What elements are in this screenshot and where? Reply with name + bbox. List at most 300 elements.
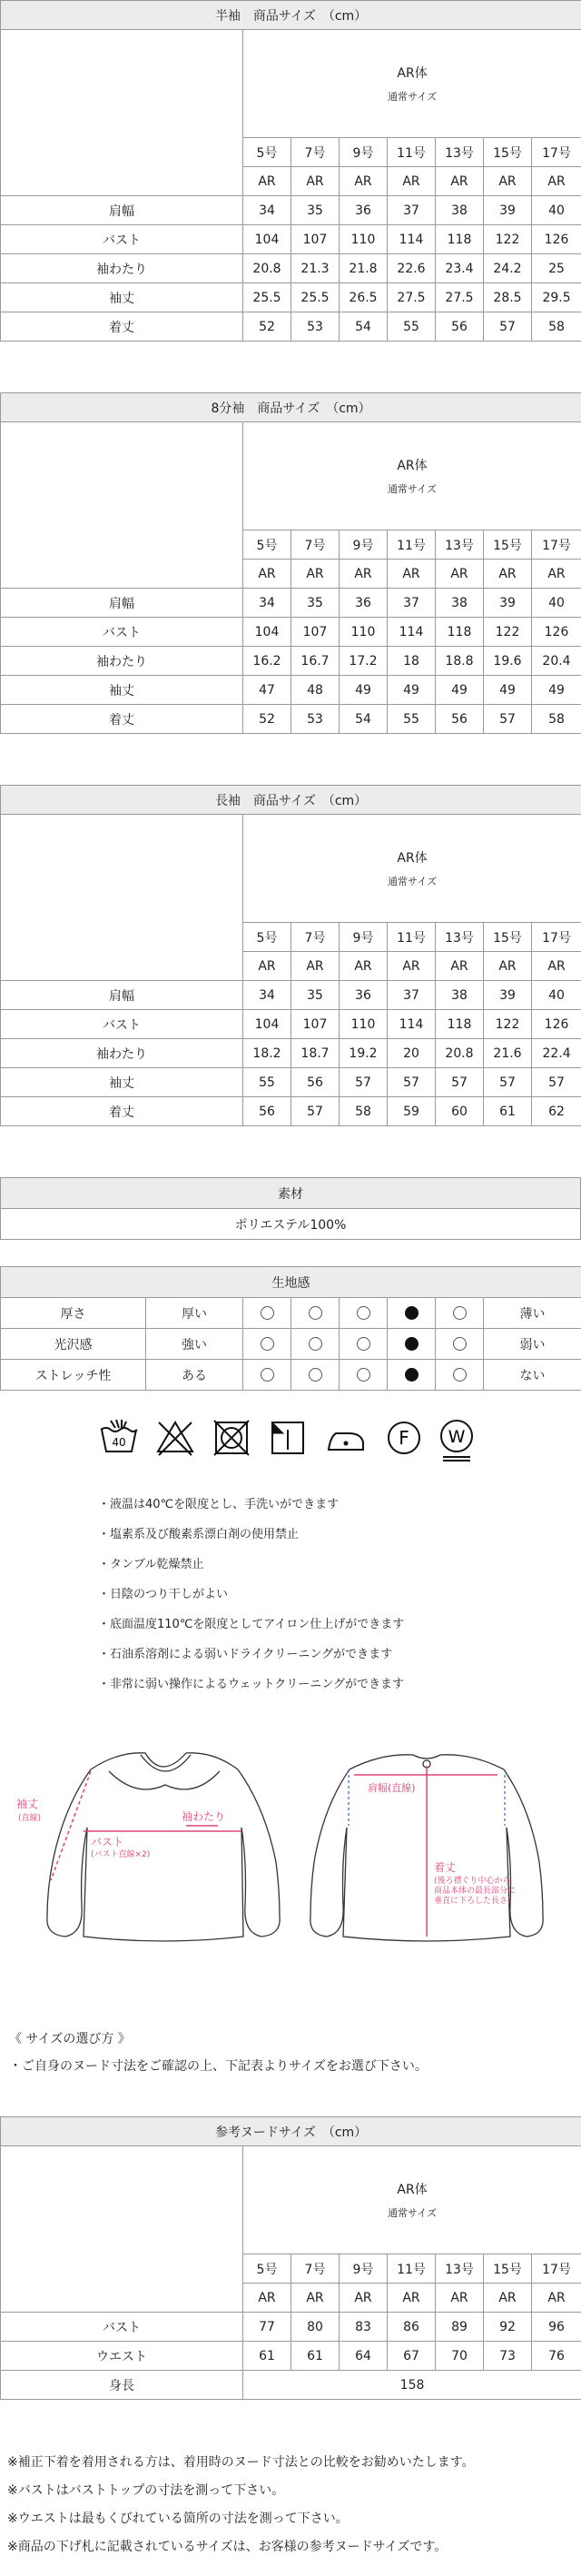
ar-cell: AR (484, 167, 532, 196)
value-cell: 34 (243, 589, 291, 618)
blank-header-cell (1, 2146, 243, 2313)
ar-header (243, 30, 581, 138)
value-cell: 26.5 (340, 283, 388, 312)
row-label: 袖丈 (1, 676, 243, 705)
value-cell: 59 (388, 1097, 436, 1126)
empty-dot-icon (309, 1368, 322, 1382)
material-value: ポリエステル100% (1, 1209, 581, 1240)
size-header-cell: 15号 (484, 2254, 532, 2284)
value-cell: 58 (532, 705, 581, 734)
value-cell: 27.5 (388, 283, 436, 312)
ar-subtitle: 通常サイズ (387, 876, 438, 887)
value-cell: 22.4 (532, 1039, 581, 1068)
size-header-cell: 11号 (388, 138, 436, 167)
value-cell: 18 (388, 647, 436, 676)
ar-cell: AR (532, 167, 581, 196)
ar-cell: AR (436, 2284, 484, 2313)
value-cell: 107 (291, 225, 340, 254)
size-header-cell: 5号 (243, 530, 291, 560)
ar-cell: AR (243, 560, 291, 589)
value-cell: 55 (388, 312, 436, 342)
value-cell: 36 (340, 589, 388, 618)
fabric-scale-cell (291, 1298, 340, 1329)
fabric-scale-cell (243, 1329, 291, 1360)
label-sleeve-width: 袖わたり (182, 1810, 226, 1823)
size-header-cell: 15号 (484, 923, 532, 952)
value-cell: 118 (436, 618, 484, 647)
value-cell: 61 (291, 2342, 340, 2371)
size-header-cell: 7号 (291, 2254, 340, 2284)
value-cell: 21.8 (340, 254, 388, 283)
size-header-cell: 13号 (436, 2254, 484, 2284)
dry-clean-f-icon (383, 1417, 425, 1459)
table-row (1, 1010, 581, 1039)
value-cell: 122 (484, 225, 532, 254)
value-cell: 52 (243, 705, 291, 734)
value-cell: 56 (436, 705, 484, 734)
fabric-left-label: 強い (146, 1329, 243, 1360)
label-shoulder-width: 肩幅(直線) (368, 1782, 416, 1794)
value-cell: 70 (436, 2342, 484, 2371)
value-cell: 16.7 (291, 647, 340, 676)
value-cell: 80 (291, 2313, 340, 2342)
value-cell: 17.2 (340, 647, 388, 676)
table-row (1, 676, 581, 705)
value-cell: 110 (340, 1010, 388, 1039)
empty-dot-icon (453, 1368, 467, 1382)
value-cell: 67 (388, 2342, 436, 2371)
value-cell: 38 (436, 981, 484, 1010)
empty-dot-icon (309, 1337, 322, 1351)
fabric-row (1, 1298, 581, 1329)
ar-cell: AR (484, 560, 532, 589)
table-row (1, 2342, 581, 2371)
row-label: 肩幅 (1, 981, 243, 1010)
value-cell: 107 (291, 618, 340, 647)
ar-title: AR体 (397, 851, 428, 866)
value-cell: 37 (388, 589, 436, 618)
ar-title: AR体 (397, 2183, 428, 2197)
size-header-cell: 5号 (243, 923, 291, 952)
empty-dot-icon (261, 1306, 274, 1320)
value-cell: 104 (243, 618, 291, 647)
fabric-row (1, 1360, 581, 1391)
value-cell: 110 (340, 618, 388, 647)
value-cell: 39 (484, 981, 532, 1010)
size-header-cell: 9号 (340, 530, 388, 560)
value-cell: 49 (484, 676, 532, 705)
size-header-cell: 17号 (532, 923, 581, 952)
row-label: 袖わたり (1, 647, 243, 676)
wet-clean-letter: W (448, 1427, 466, 1447)
ar-cell: AR (532, 560, 581, 589)
value-cell: 57 (484, 312, 532, 342)
label-bust: バスト (91, 1836, 124, 1848)
table-row (1, 618, 581, 647)
value-cell: 107 (291, 1010, 340, 1039)
value-cell: 61 (484, 1097, 532, 1126)
empty-dot-icon (357, 1306, 370, 1320)
ar-cell: AR (340, 2284, 388, 2313)
table-row (1, 312, 581, 342)
value-cell: 28.5 (484, 283, 532, 312)
table-title: 半袖 商品サイズ （cm） (1, 1, 581, 30)
footnote: ※補正下着を着用される方は、着用時のヌード寸法との比較をお勧めいたします。 (7, 2455, 475, 2470)
care-note: ・非常に弱い操作によるウェットクリーニングができます (98, 1678, 404, 1691)
value-cell: 38 (436, 196, 484, 225)
fabric-scale-cell (340, 1329, 388, 1360)
size-header-cell: 9号 (340, 138, 388, 167)
size-header-cell: 7号 (291, 530, 340, 560)
table-row (1, 705, 581, 734)
label-total-length-sub2: 商品本体の最長部分に (434, 1887, 517, 1896)
value-cell: 19.2 (340, 1039, 388, 1068)
size-header-cell: 7号 (291, 138, 340, 167)
size-header-cell: 5号 (243, 2254, 291, 2284)
size-header-cell: 11号 (388, 923, 436, 952)
value-cell: 38 (436, 589, 484, 618)
empty-dot-icon (453, 1337, 467, 1351)
value-cell: 56 (291, 1068, 340, 1097)
value-cell: 25.5 (243, 283, 291, 312)
value-cell: 20.8 (436, 1039, 484, 1068)
fabric-right-label: ない (484, 1360, 581, 1391)
value-cell: 86 (388, 2313, 436, 2342)
fabric-right-label: 弱い (484, 1329, 581, 1360)
label-total-length-sub3: 垂直に下ろした長さ) (434, 1897, 511, 1906)
value-cell: 114 (388, 1010, 436, 1039)
value-cell: 39 (484, 196, 532, 225)
value-cell: 27.5 (436, 283, 484, 312)
value-cell: 83 (340, 2313, 388, 2342)
value-cell: 49 (388, 676, 436, 705)
value-cell: 24.2 (484, 254, 532, 283)
ar-subtitle: 通常サイズ (387, 91, 438, 103)
value-cell: 37 (388, 196, 436, 225)
fabric-row-label: 厚さ (1, 1298, 146, 1329)
row-label: 袖丈 (1, 1068, 243, 1097)
ar-cell: AR (388, 2284, 436, 2313)
value-cell: 110 (340, 225, 388, 254)
value-cell: 118 (436, 1010, 484, 1039)
row-label: 袖わたり (1, 254, 243, 283)
blouse-front-drawing (47, 1753, 280, 1941)
fabric-title: 生地感 (1, 1267, 581, 1298)
empty-dot-icon (357, 1337, 370, 1351)
no-bleach-icon (154, 1417, 196, 1459)
value-cell: 21.6 (484, 1039, 532, 1068)
value-cell: 37 (388, 981, 436, 1010)
value-cell: 77 (243, 2313, 291, 2342)
value-cell: 60 (436, 1097, 484, 1126)
size-header-cell: 11号 (388, 530, 436, 560)
value-cell: 25 (532, 254, 581, 283)
value-cell: 48 (291, 676, 340, 705)
care-icons (98, 1417, 479, 1462)
fabric-scale-cell (243, 1360, 291, 1391)
value-cell: 19.6 (484, 647, 532, 676)
size-header-cell: 15号 (484, 138, 532, 167)
value-cell: 104 (243, 1010, 291, 1039)
value-cell: 54 (340, 312, 388, 342)
ar-cell: AR (291, 167, 340, 196)
row-label: 袖わたり (1, 1039, 243, 1068)
row-label: ウエスト (1, 2342, 243, 2371)
shade-line-dry-icon (267, 1417, 309, 1459)
table-row (1, 283, 581, 312)
value-cell: 89 (436, 2313, 484, 2342)
value-cell: 55 (243, 1068, 291, 1097)
table-title: 長袖 商品サイズ （cm） (1, 786, 581, 815)
fabric-scale-cell (340, 1360, 388, 1391)
label-total-length: 着丈 (434, 1861, 457, 1874)
ar-cell: AR (340, 560, 388, 589)
empty-dot-icon (261, 1368, 274, 1382)
row-label: 肩幅 (1, 589, 243, 618)
ar-cell: AR (388, 560, 436, 589)
row-label: 袖丈 (1, 283, 243, 312)
table-row (1, 1068, 581, 1097)
value-cell: 122 (484, 618, 532, 647)
dry-clean-letter: F (399, 1427, 409, 1449)
value-cell: 61 (243, 2342, 291, 2371)
size-header-cell: 17号 (532, 138, 581, 167)
value-cell: 49 (436, 676, 484, 705)
empty-dot-icon (309, 1306, 322, 1320)
value-cell: 126 (532, 618, 581, 647)
ar-cell: AR (436, 560, 484, 589)
selected-dot-icon (405, 1368, 419, 1382)
value-cell: 118 (436, 225, 484, 254)
ar-header (243, 422, 581, 530)
label-total-length-sub1: (後ろ襟ぐり中心から (434, 1877, 511, 1886)
ar-cell: AR (340, 952, 388, 981)
selected-dot-icon (405, 1306, 419, 1320)
size-header-cell: 15号 (484, 530, 532, 560)
fabric-row (1, 1329, 581, 1360)
material-title: 素材 (1, 1178, 581, 1209)
table-title: 8分袖 商品サイズ （cm） (1, 393, 581, 422)
label-sleeve-length-sub: (直線) (18, 1814, 42, 1823)
value-cell: 36 (340, 981, 388, 1010)
value-cell: 49 (340, 676, 388, 705)
table-row (1, 647, 581, 676)
value-cell: 18.8 (436, 647, 484, 676)
value-cell: 40 (532, 589, 581, 618)
value-cell: 29.5 (532, 283, 581, 312)
value-cell: 34 (243, 981, 291, 1010)
care-notes (98, 1490, 570, 1699)
fabric-row-label: ストレッチ性 (1, 1360, 146, 1391)
ar-cell: AR (291, 560, 340, 589)
wash-temp-text: 40 (112, 1436, 126, 1449)
fabric-left-label: ある (146, 1360, 243, 1391)
ar-cell: AR (243, 167, 291, 196)
wet-clean-w-icon (434, 1417, 479, 1462)
row-label: 着丈 (1, 312, 243, 342)
value-cell: 55 (388, 705, 436, 734)
table-title: 参考ヌードサイズ （cm） (1, 2117, 581, 2146)
height-value-cell: 158 (243, 2371, 581, 2400)
value-cell: 21.3 (291, 254, 340, 283)
fabric-scale-cell (243, 1298, 291, 1329)
value-cell: 126 (532, 1010, 581, 1039)
ar-cell: AR (340, 167, 388, 196)
ar-title: AR体 (397, 459, 428, 473)
fabric-scale-cell (436, 1329, 484, 1360)
table-row (1, 589, 581, 618)
ar-cell: AR (243, 2284, 291, 2313)
value-cell: 52 (243, 312, 291, 342)
empty-dot-icon (453, 1306, 467, 1320)
ar-subtitle: 通常サイズ (387, 483, 438, 495)
ar-cell: AR (243, 952, 291, 981)
value-cell: 35 (291, 589, 340, 618)
ar-cell: AR (532, 952, 581, 981)
fabric-scale-cell (388, 1329, 436, 1360)
value-cell: 39 (484, 589, 532, 618)
fabric-right-label: 薄い (484, 1298, 581, 1329)
value-cell: 23.4 (436, 254, 484, 283)
value-cell: 64 (340, 2342, 388, 2371)
fabric-scale-cell (388, 1298, 436, 1329)
value-cell: 96 (532, 2313, 581, 2342)
size-header-cell: 17号 (532, 2254, 581, 2284)
value-cell: 35 (291, 981, 340, 1010)
iron-110-icon (323, 1417, 369, 1459)
value-cell: 20.8 (243, 254, 291, 283)
value-cell: 56 (243, 1097, 291, 1126)
value-cell: 122 (484, 1010, 532, 1039)
row-label: バスト (1, 225, 243, 254)
fabric-scale-cell (340, 1298, 388, 1329)
footnote: ※バストはバストトップの寸法を測って下さい。 (7, 2483, 285, 2498)
fabric-scale-cell (291, 1329, 340, 1360)
ar-cell: AR (388, 952, 436, 981)
size-header-cell: 13号 (436, 138, 484, 167)
size-guide-text: ・ご自身のヌード寸法をご確認の上、下記表よりサイズをお選び下さい。 (9, 2059, 428, 2074)
ar-cell: AR (484, 2284, 532, 2313)
care-note: ・液温は40℃を限度とし、手洗いができます (98, 1498, 340, 1511)
row-label: 肩幅 (1, 196, 243, 225)
fabric-scale-cell (436, 1360, 484, 1391)
table-row (1, 254, 581, 283)
ar-cell: AR (436, 167, 484, 196)
care-note: ・塩素系及び酸素系漂白剤の使用禁止 (98, 1528, 300, 1541)
value-cell: 16.2 (243, 647, 291, 676)
value-cell: 92 (484, 2313, 532, 2342)
value-cell: 58 (532, 312, 581, 342)
value-cell: 36 (340, 196, 388, 225)
value-cell: 49 (532, 676, 581, 705)
value-cell: 104 (243, 225, 291, 254)
size-header-cell: 9号 (340, 2254, 388, 2284)
value-cell: 62 (532, 1097, 581, 1126)
table-row (1, 1039, 581, 1068)
value-cell: 57 (532, 1068, 581, 1097)
value-cell: 57 (340, 1068, 388, 1097)
size-header-cell: 17号 (532, 530, 581, 560)
size-guide-heading: 《 サイズの選び方 》 (9, 2032, 131, 2046)
footnotes (7, 2449, 579, 2561)
value-cell: 57 (291, 1097, 340, 1126)
value-cell: 18.2 (243, 1039, 291, 1068)
empty-dot-icon (357, 1368, 370, 1382)
value-cell: 73 (484, 2342, 532, 2371)
value-cell: 35 (291, 196, 340, 225)
empty-dot-icon (261, 1337, 274, 1351)
value-cell: 57 (436, 1068, 484, 1097)
value-cell: 54 (340, 705, 388, 734)
row-label: 身長 (1, 2371, 243, 2400)
hand-wash-40-icon (98, 1417, 140, 1459)
footnote: ※商品の下げ札に記載されているサイズは、お客様の参考ヌードサイズです。 (7, 2540, 448, 2554)
care-note: ・底面温度110℃を限度としてアイロン仕上げができます (98, 1618, 405, 1631)
care-note: ・日陰のつり干しがよい (98, 1588, 229, 1601)
row-label: バスト (1, 618, 243, 647)
measurement-diagram (0, 1744, 581, 1953)
ar-cell: AR (484, 952, 532, 981)
care-note: ・タンブル乾燥禁止 (98, 1558, 204, 1571)
value-cell: 114 (388, 225, 436, 254)
value-cell: 25.5 (291, 283, 340, 312)
size-header-cell: 13号 (436, 530, 484, 560)
ar-header (243, 2146, 581, 2254)
value-cell: 56 (436, 312, 484, 342)
ar-cell: AR (436, 952, 484, 981)
ar-cell: AR (388, 167, 436, 196)
size-header-cell: 13号 (436, 923, 484, 952)
fabric-scale-cell (291, 1360, 340, 1391)
blank-header-cell (1, 815, 243, 981)
footnote: ※ウエストは最もくびれている箇所の寸法を測って下さい。 (7, 2512, 349, 2526)
value-cell: 126 (532, 225, 581, 254)
row-label: 着丈 (1, 705, 243, 734)
size-header-cell: 7号 (291, 923, 340, 952)
value-cell: 57 (484, 1068, 532, 1097)
blank-header-cell (1, 30, 243, 196)
value-cell: 47 (243, 676, 291, 705)
table-row (1, 981, 581, 1010)
fabric-scale-cell (388, 1360, 436, 1391)
size-header-cell: 5号 (243, 138, 291, 167)
ar-cell: AR (532, 2284, 581, 2313)
ar-cell: AR (291, 952, 340, 981)
value-cell: 40 (532, 981, 581, 1010)
blank-header-cell (1, 422, 243, 589)
value-cell: 20 (388, 1039, 436, 1068)
no-tumble-dry-icon (211, 1417, 252, 1459)
value-cell: 18.7 (291, 1039, 340, 1068)
value-cell: 57 (388, 1068, 436, 1097)
fabric-left-label: 厚い (146, 1298, 243, 1329)
label-bust-sub: (バスト直線×2) (91, 1850, 151, 1859)
row-label: バスト (1, 1010, 243, 1039)
value-cell: 57 (484, 705, 532, 734)
selected-dot-icon (405, 1337, 419, 1351)
value-cell: 58 (340, 1097, 388, 1126)
value-cell: 76 (532, 2342, 581, 2371)
fabric-scale-cell (436, 1298, 484, 1329)
label-sleeve-length: 袖丈 (16, 1798, 39, 1810)
row-label: 着丈 (1, 1097, 243, 1126)
value-cell: 53 (291, 705, 340, 734)
value-cell: 40 (532, 196, 581, 225)
value-cell: 22.6 (388, 254, 436, 283)
value-cell: 114 (388, 618, 436, 647)
value-cell: 34 (243, 196, 291, 225)
value-cell: 53 (291, 312, 340, 342)
